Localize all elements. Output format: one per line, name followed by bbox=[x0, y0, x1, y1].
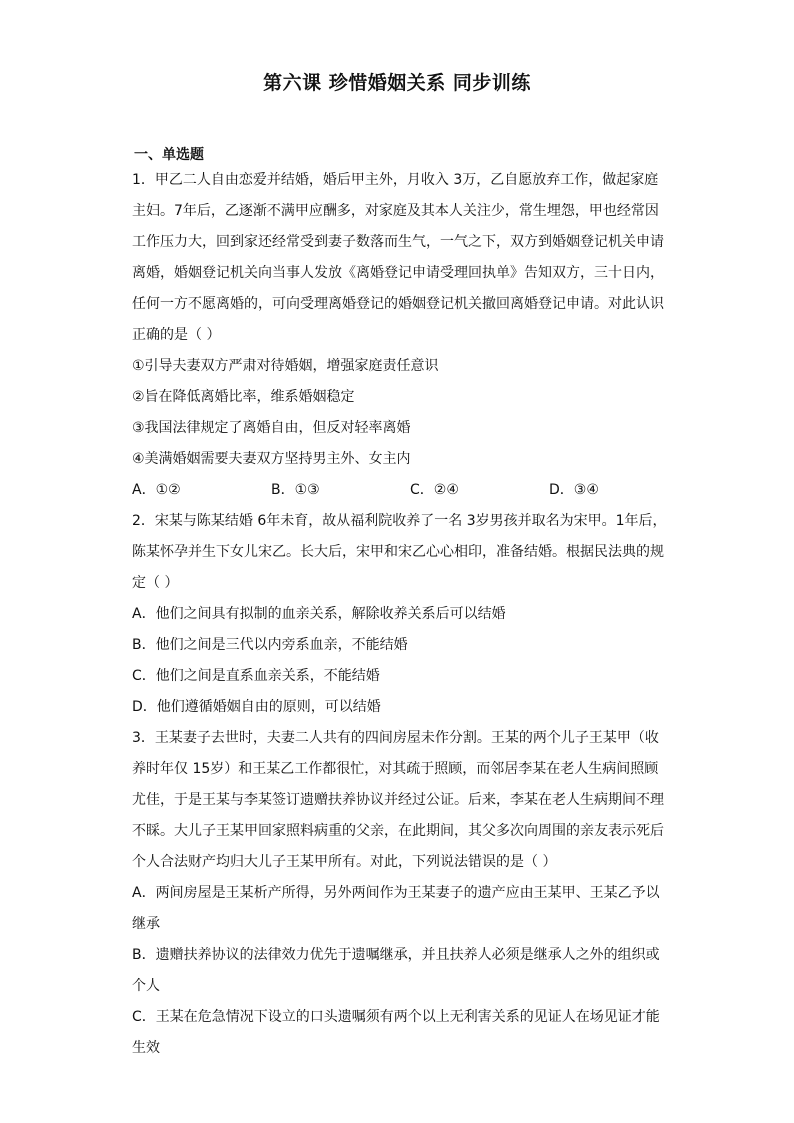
q1-stem-line: 离婚，婚姻登记机关向当事人发放《离婚登记申请受理回执单》告知双方，三十日内， bbox=[132, 265, 664, 281]
q1-option-d[interactable]: D．③④ bbox=[549, 482, 599, 498]
q3-stem-line: 3．王某妻子去世时，夫妻二人共有的四间房屋未作分割。王某的两个儿子王某甲（收 bbox=[132, 730, 659, 746]
q3-option-c-cont[interactable]: 生效 bbox=[132, 1040, 160, 1056]
q1-stem-line: 正确的是（ ） bbox=[132, 327, 221, 343]
q1-statement: ①引导夫妻双方严肃对待婚姻，增强家庭责任意识 bbox=[132, 358, 439, 374]
q3-option-c[interactable]: C．王某在危急情况下设立的口头遗嘱须有两个以上无利害关系的见证人在场见证才能 bbox=[132, 1009, 660, 1025]
section-heading: 一、单选题 bbox=[134, 147, 204, 163]
q3-option-a[interactable]: A．两间房屋是王某析产所得，另外两间作为王某妻子的遗产应由王某甲、王某乙予以 bbox=[132, 885, 660, 901]
q3-stem-line: 尤佳，于是王某与李某签订遗赠扶养协议并经过公证。后来，李某在老人生病期间不理 bbox=[132, 792, 664, 808]
q1-statement: ③我国法律规定了离婚自由，但反对轻率离婚 bbox=[132, 420, 411, 436]
q2-option-d[interactable]: D．他们遵循婚姻自由的原则，可以结婚 bbox=[132, 699, 381, 715]
q1-option-b[interactable]: B．①③ bbox=[271, 482, 320, 498]
page-title: 第六课 珍惜婚姻关系 同步训练 bbox=[263, 72, 531, 94]
q1-option-a[interactable]: A．①② bbox=[132, 482, 181, 498]
q2-option-a[interactable]: A．他们之间具有拟制的血亲关系，解除收养关系后可以结婚 bbox=[132, 606, 506, 622]
q2-stem-line: 定（ ） bbox=[132, 575, 179, 591]
q3-stem-line: 养时年仅 15岁）和王某乙工作都很忙，对其疏于照顾，而邻居李某在老人生病间照顾 bbox=[132, 761, 659, 777]
q3-option-a-cont[interactable]: 继承 bbox=[132, 916, 160, 932]
q2-stem-line: 2．宋某与陈某结婚 6年未育，故从福利院收养了一名 3岁男孩并取名为宋甲。1年后， bbox=[132, 513, 667, 529]
q2-option-b[interactable]: B．他们之间是三代以内旁系血亲，不能结婚 bbox=[132, 637, 408, 653]
q2-option-c[interactable]: C．他们之间是直系血亲关系，不能结婚 bbox=[132, 668, 380, 684]
q3-stem-line: 不睬。大儿子王某甲回家照料病重的父亲，在此期间，其父多次向周围的亲友表示死后 bbox=[132, 823, 664, 839]
q1-stem-line: 任何一方不愿离婚的，可向受理离婚登记的婚姻登记机关撤回离婚登记申请。对此认识 bbox=[132, 296, 664, 312]
q3-option-b[interactable]: B．遗赠扶养协议的法律效力优先于遗嘱继承，并且扶养人必须是继承人之外的组织或 bbox=[132, 947, 660, 963]
q1-stem-line: 主妇。7年后，乙逐渐不满甲应酬多，对家庭及其本人关注少，常生埋怨，甲也经常因 bbox=[132, 203, 659, 219]
q3-stem-line: 个人合法财产均归大儿子王某甲所有。对此，下列说法错误的是（ ） bbox=[132, 854, 557, 870]
q1-statement: ④美满婚姻需要夫妻双方坚持男主外、女主内 bbox=[132, 451, 411, 467]
q1-stem-line: 1．甲乙二人自由恋爱并结婚，婚后甲主外，月收入 3万，乙自愿放弃工作，做起家庭 bbox=[132, 172, 659, 188]
q1-option-c[interactable]: C．②④ bbox=[410, 482, 459, 498]
q1-statement: ②旨在降低离婚比率，维系婚姻稳定 bbox=[132, 389, 355, 405]
q3-option-b-cont[interactable]: 个人 bbox=[132, 978, 160, 994]
q2-stem-line: 陈某怀孕并生下女儿宋乙。长大后，宋甲和宋乙心心相印，准备结婚。根据民法典的规 bbox=[132, 544, 664, 560]
q1-stem-line: 工作压力大，回到家还经常受到妻子数落而生气，一气之下，双方到婚姻登记机关申请 bbox=[132, 234, 664, 250]
